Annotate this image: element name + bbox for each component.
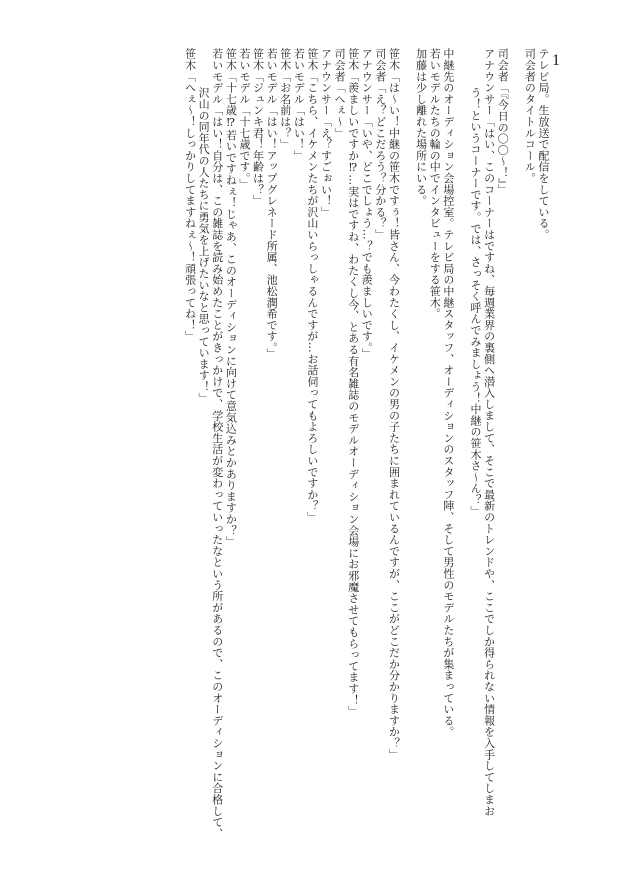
- script-line: アナウンサー「え？すごぉい！」: [319, 48, 333, 218]
- script-line: 若いモデル「十七歳です。」: [237, 48, 251, 190]
- script-line: 笹木「は〜い！中継の笹木ですぅ！皆さん、今わたくし、イケメンの男の子たちに囲まれているんですが、ここがどこだか分かりますか？」: [387, 48, 401, 760]
- script-line: 若いモデル「はい！アップグレネード所属、池松潤希です。」: [265, 48, 279, 359]
- script-line: 司会者「へぇ〜」: [333, 48, 347, 139]
- script-line-continuation: 沢山の同年代の人たちに勇気を上げたいなと思っています！」: [197, 87, 211, 404]
- script-line: 笹木「こちら、イケメンたちが沢山いらっしゃるんですが…お話伺ってもよろしいですか？」: [305, 48, 319, 523]
- script-line-continuation: う！というコーナーです。では、さっそく呼んでみましょう！中継の笹木さ〜ん？」: [469, 87, 483, 517]
- script-line: 司会者のタイトルコール。: [523, 48, 537, 184]
- script-line: アナウンサー「いや、どこでしょう…？でも羨ましいです。」: [360, 48, 374, 359]
- script-body: [183, 48, 550, 838]
- script-line: 笹木「へぇ〜！しっかりしてますねぇ〜！頑張ってね！」: [183, 48, 197, 342]
- blank-line: [455, 48, 469, 838]
- blank-line: [400, 48, 414, 838]
- script-line: 笹木「ジュンキ君！年齢は？」: [251, 48, 265, 207]
- script-line: 加藤は少し離れた場所にいる。: [414, 48, 428, 207]
- script-line: 司会者「『今日の〇〇〜！』」: [496, 48, 510, 196]
- script-line: 若いモデルたちの輪の中でインタビューをする笹木。: [428, 48, 442, 320]
- script-line: 笹木「十七歳⁉︎若いですねぇ！じゃあ、このオーディションに向けて意気込みとかありますか？」: [224, 48, 238, 548]
- script-line: 司会者「え？どこだろう？分かる？」: [373, 48, 387, 241]
- script-line: 若いモデル「はい！」: [292, 48, 306, 161]
- script-line: テレビ局。生放送で配信をしている。: [537, 48, 550, 241]
- script-line: アナウンサー「はい、このコーナーはですね、毎週業界の裏側へ潜入しまして、そこで最新のトレンドや、ここでしか得られない情報を入手してしまお: [482, 48, 496, 817]
- script-line: 中継先のオーディション会場控室。テレビ局の中継スタッフ、オーディションのスタッフ陣、そして男性のモデルたちが集まっている。: [441, 48, 455, 738]
- script-line: 若いモデル「はい！自分は、この雑誌を読み始めたことがきっかけで、学校生活が変わっていったなという所があるので、このオーディションに合格して、: [210, 48, 224, 839]
- script-line: 笹木「羨ましいですか⁉︎…実はですね、わたくし今、とある有名雑誌のモデルオーディション会場にお邪魔させてもらってます！」: [346, 48, 360, 717]
- page-number: 1: [552, 52, 560, 69]
- script-line: 笹木「お名前は？」: [278, 48, 292, 150]
- blank-line: [509, 48, 523, 838]
